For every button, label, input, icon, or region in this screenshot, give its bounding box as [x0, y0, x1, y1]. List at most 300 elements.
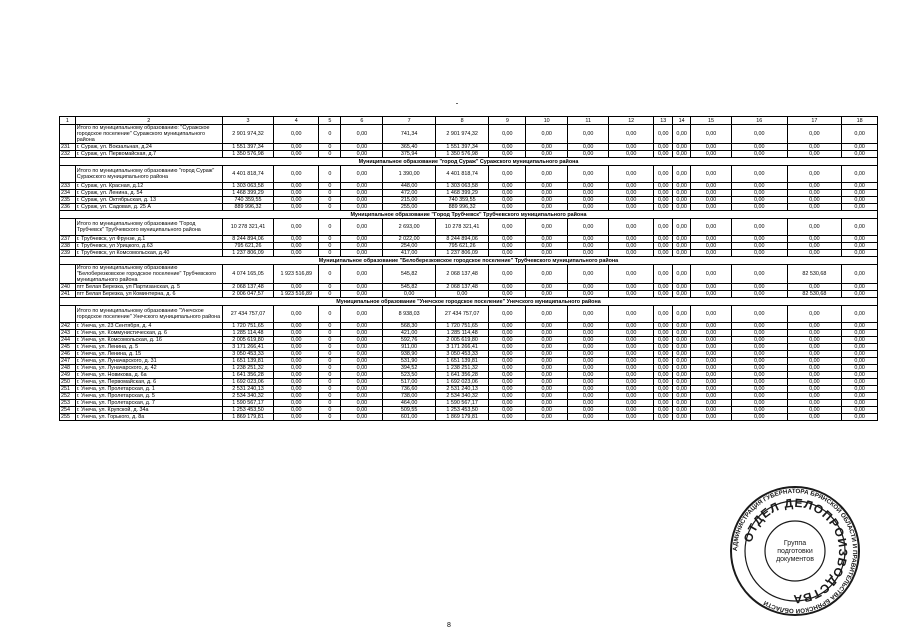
value-cell: 0,00	[673, 144, 691, 151]
value-cell: 2 005 619,80	[435, 337, 489, 344]
value-cell: 0,00	[489, 236, 526, 243]
value-cell: 0,00	[489, 372, 526, 379]
value-cell: 1 237 806,09	[435, 250, 489, 257]
value-cell: 0,00	[435, 291, 489, 298]
value-cell: 0,00	[609, 414, 654, 421]
table-row	[60, 204, 878, 211]
value-cell: 740 359,55	[222, 197, 273, 204]
value-cell: 0,00	[568, 337, 609, 344]
value-cell: 0,00	[787, 144, 842, 151]
value-cell: 0,00	[274, 236, 319, 243]
value-cell: 545,82	[383, 265, 436, 284]
value-cell: 2 531 240,13	[435, 386, 489, 393]
value-cell: 0,00	[787, 330, 842, 337]
value-cell: 0	[319, 250, 341, 257]
value-cell: 0,00	[731, 151, 787, 158]
value-cell: 0	[319, 306, 341, 323]
svg-text:АДМИНИСТРАЦИЯ ГУБЕРНАТОРА БРЯН: АДМИНИСТРАЦИЯ ГУБЕРНАТОРА БРЯНСКОЙ ОБЛАСТИ И ПРАВИТЕЛЬСТВА БРЯНСКОЙ ОБЛАСТИ	[731, 487, 859, 615]
value-cell: 0,00	[568, 330, 609, 337]
value-cell: 0,00	[526, 400, 568, 407]
value-cell: 0,00	[489, 393, 526, 400]
value-cell: 0,00	[609, 166, 654, 183]
value-cell: 2 006 047,57	[222, 291, 273, 298]
value-cell: 0,00	[691, 190, 732, 197]
value-cell: 0,00	[341, 236, 383, 243]
value-cell: 0,00	[691, 379, 732, 386]
value-cell: 0,00	[673, 265, 691, 284]
value-cell: 0,00	[691, 351, 732, 358]
value-cell: 0,00	[609, 365, 654, 372]
value-cell: 0,00	[842, 144, 878, 151]
value-cell: 0,00	[731, 306, 787, 323]
value-cell: 0,00	[673, 414, 691, 421]
value-cell: 0,00	[341, 306, 383, 323]
value-cell: 0,00	[489, 400, 526, 407]
value-cell: 0,00	[489, 197, 526, 204]
value-cell: 0,00	[609, 250, 654, 257]
value-cell: 0,00	[489, 344, 526, 351]
row-number-cell: 243	[60, 330, 76, 337]
value-cell: 0,00	[489, 125, 526, 144]
value-cell: 0	[319, 291, 341, 298]
value-cell: 0,00	[341, 250, 383, 257]
value-cell: 0,00	[526, 386, 568, 393]
value-cell: 0	[319, 190, 341, 197]
value-cell: 0,00	[691, 144, 732, 151]
row-number-cell: 231	[60, 144, 76, 151]
value-cell: 0,00	[673, 323, 691, 330]
section-title: Муниципальное образование "город Сураж" Суражского муниципального района	[60, 158, 878, 166]
value-cell: 0,00	[568, 393, 609, 400]
value-cell: 0,00	[673, 330, 691, 337]
value-cell: 0	[319, 323, 341, 330]
value-cell: 0,00	[274, 125, 319, 144]
value-cell: 0,00	[842, 250, 878, 257]
value-cell: 2 005 619,80	[222, 337, 273, 344]
value-cell: 0,00	[842, 337, 878, 344]
value-cell: 0,00	[673, 386, 691, 393]
value-cell: 0,00	[731, 219, 787, 236]
value-cell: 0,00	[274, 243, 319, 250]
value-cell: 0,00	[654, 236, 673, 243]
value-cell: 1 720 751,65	[222, 323, 273, 330]
value-cell: 0,00	[274, 386, 319, 393]
value-cell: 1 651 139,81	[435, 358, 489, 365]
column-number-header: 1	[60, 117, 76, 125]
value-cell: 27 434 757,07	[222, 306, 273, 323]
row-number-cell	[60, 265, 76, 284]
value-cell: 0,00	[609, 393, 654, 400]
value-cell: 0,00	[731, 291, 787, 298]
table-row	[60, 190, 878, 197]
table-row	[60, 407, 878, 414]
value-cell: 0,00	[526, 125, 568, 144]
value-cell: 0,00	[609, 236, 654, 243]
row-number-cell: 233	[60, 183, 76, 190]
value-cell: 1 303 063,58	[435, 183, 489, 190]
value-cell: 0,00	[526, 365, 568, 372]
value-cell: 0	[319, 358, 341, 365]
value-cell: 0	[319, 183, 341, 190]
column-number-header: 7	[383, 117, 436, 125]
address-cell: г. Унеча, ул. Коммунистическая, д. 6	[75, 330, 222, 337]
value-cell: 0,00	[526, 183, 568, 190]
value-cell: 0,00	[731, 236, 787, 243]
value-cell: 0,00	[842, 284, 878, 291]
value-cell: 0	[319, 166, 341, 183]
address-cell: г. Унеча, ул. Горького, д. 8а	[75, 414, 222, 421]
table-row	[60, 197, 878, 204]
value-cell: 0,00	[731, 243, 787, 250]
value-cell: 568,30	[383, 323, 436, 330]
value-cell: 0,00	[842, 306, 878, 323]
column-number-header: 11	[568, 117, 609, 125]
row-number-cell: 255	[60, 414, 76, 421]
value-cell: 0,00	[654, 166, 673, 183]
value-cell: 375,94	[383, 151, 436, 158]
value-cell: 0,00	[787, 337, 842, 344]
address-cell: г. Унеча, ул. Ленина, д. 5	[75, 344, 222, 351]
value-cell: 1 285 114,48	[435, 330, 489, 337]
table-row	[60, 330, 878, 337]
value-cell: 545,82	[383, 284, 436, 291]
value-cell: 0,00	[341, 365, 383, 372]
value-cell: 0,00	[568, 407, 609, 414]
value-cell: 0,00	[526, 265, 568, 284]
value-cell: 0,00	[341, 400, 383, 407]
value-cell: 0,00	[568, 250, 609, 257]
column-number-header: 4	[274, 117, 319, 125]
value-cell: 0,00	[731, 330, 787, 337]
value-cell: 0,00	[787, 400, 842, 407]
value-cell: 417,00	[383, 250, 436, 257]
value-cell: 1 692 023,06	[222, 379, 273, 386]
value-cell: 0,00	[654, 306, 673, 323]
value-cell: 2 068 137,48	[435, 284, 489, 291]
value-cell: 0,00	[731, 197, 787, 204]
value-cell: 1 923 516,89	[274, 265, 319, 284]
page-mark	[456, 103, 458, 104]
value-cell: 0,00	[609, 337, 654, 344]
value-cell: 0,00	[731, 344, 787, 351]
value-cell: 1 237 806,09	[222, 250, 273, 257]
value-cell: 0,00	[489, 144, 526, 151]
table-row	[60, 379, 878, 386]
value-cell: 0,00	[731, 407, 787, 414]
value-cell: 0	[319, 393, 341, 400]
value-cell: 0,00	[787, 306, 842, 323]
value-cell: 0,00	[673, 166, 691, 183]
value-cell: 0,00	[526, 144, 568, 151]
value-cell: 0,00	[609, 351, 654, 358]
table-row	[60, 144, 878, 151]
address-cell: г. Трубчевск, ул Фрунзе, д.1	[75, 236, 222, 243]
value-cell: 0,00	[731, 365, 787, 372]
row-number-cell	[60, 166, 76, 183]
address-cell: г. Унеча, ул. Новикова, д. 6а	[75, 372, 222, 379]
value-cell: 0	[319, 265, 341, 284]
row-number-cell: 240	[60, 284, 76, 291]
value-cell: 0,00	[673, 393, 691, 400]
value-cell: 0,00	[787, 407, 842, 414]
value-cell: 0,00	[568, 219, 609, 236]
value-cell: 0,00	[691, 236, 732, 243]
value-cell: 0,00	[673, 379, 691, 386]
value-cell: 0,00	[341, 291, 383, 298]
value-cell: 0,00	[654, 323, 673, 330]
value-cell: 0,00	[274, 204, 319, 211]
row-number-cell: 242	[60, 323, 76, 330]
value-cell: 0,00	[609, 190, 654, 197]
value-cell: 0,00	[568, 166, 609, 183]
value-cell: 0,00	[609, 306, 654, 323]
value-cell: 0,00	[274, 400, 319, 407]
table-row	[60, 337, 878, 344]
value-cell: 0,00	[274, 183, 319, 190]
value-cell: 0,00	[842, 393, 878, 400]
value-cell: 4 074 165,05	[222, 265, 273, 284]
address-cell: г. Сураж, ул. Октябрьская, д. 13	[75, 197, 222, 204]
value-cell: 0,00	[673, 151, 691, 158]
value-cell: 0,00	[731, 351, 787, 358]
address-cell: г. Трубчевск, ул Комсомольская, д.40	[75, 250, 222, 257]
row-number-cell: 241	[60, 291, 76, 298]
value-cell: 0,00	[489, 379, 526, 386]
value-cell: 2 068 137,48	[222, 284, 273, 291]
column-number-header: 16	[731, 117, 787, 125]
value-cell: 0,00	[341, 358, 383, 365]
value-cell: 509,55	[383, 407, 436, 414]
table-row	[60, 183, 878, 190]
address-cell: г. Унеча, ул. Первомайская, д. 6	[75, 379, 222, 386]
value-cell: 0	[319, 365, 341, 372]
value-cell: 0,00	[341, 219, 383, 236]
section-header-row	[60, 257, 878, 265]
value-cell: 0,00	[691, 204, 732, 211]
value-cell: 0,00	[842, 372, 878, 379]
table-row	[60, 358, 878, 365]
value-cell: 0,00	[489, 351, 526, 358]
value-cell: 2 531 240,13	[222, 386, 273, 393]
table-row	[60, 414, 878, 421]
value-cell: 0	[319, 243, 341, 250]
value-cell: 0,00	[731, 337, 787, 344]
value-cell: 0,00	[568, 183, 609, 190]
value-cell: 0,00	[609, 219, 654, 236]
address-cell: г. Унеча, ул. Крупской, д. 34а	[75, 407, 222, 414]
value-cell: 0,00	[274, 284, 319, 291]
value-cell: 738,00	[383, 393, 436, 400]
value-cell: 0,00	[731, 125, 787, 144]
value-cell: 0,00	[787, 197, 842, 204]
value-cell: 0,00	[691, 407, 732, 414]
value-cell: 0,00	[568, 236, 609, 243]
value-cell: 1 390,00	[383, 166, 436, 183]
value-cell: 0,00	[787, 344, 842, 351]
value-cell: 1 253 453,50	[435, 407, 489, 414]
column-number-header: 8	[435, 117, 489, 125]
table-row	[60, 386, 878, 393]
value-cell: 0,00	[489, 365, 526, 372]
value-cell: 0,00	[731, 265, 787, 284]
value-cell: 0,00	[654, 344, 673, 351]
address-cell: г. Унеча, ул. Луначарского, д. 42	[75, 365, 222, 372]
address-cell: г. Сураж, ул. Ленина, д. 54	[75, 190, 222, 197]
value-cell: 1 350 576,98	[222, 151, 273, 158]
value-cell: 0,00	[787, 166, 842, 183]
value-cell: 0,00	[731, 144, 787, 151]
value-cell: 592,76	[383, 337, 436, 344]
value-cell: 0,00	[568, 400, 609, 407]
value-cell: 0,00	[842, 379, 878, 386]
column-number-header: 5	[319, 117, 341, 125]
value-cell: 0,00	[654, 337, 673, 344]
value-cell: 0,00	[691, 337, 732, 344]
value-cell: 0,00	[489, 284, 526, 291]
value-cell: 0,00	[526, 372, 568, 379]
value-cell: 0,00	[673, 219, 691, 236]
value-cell: 1 651 139,81	[222, 358, 273, 365]
value-cell: 1 641 356,28	[222, 372, 273, 379]
row-number-cell	[60, 306, 76, 323]
value-cell: 0,00	[609, 400, 654, 407]
value-cell: 0,00	[731, 204, 787, 211]
row-number-cell: 253	[60, 400, 76, 407]
value-cell: 0,00	[842, 166, 878, 183]
value-cell: 448,00	[383, 183, 436, 190]
table-row	[60, 372, 878, 379]
value-cell: 472,00	[383, 190, 436, 197]
value-cell: 0,00	[274, 323, 319, 330]
value-cell: 0,00	[842, 414, 878, 421]
value-cell: 1 303 063,58	[222, 183, 273, 190]
address-cell: г. Сураж, ул. Садовая, д. 25 А	[75, 204, 222, 211]
value-cell: 0,00	[489, 337, 526, 344]
value-cell: 0,00	[654, 204, 673, 211]
value-cell: 1 468 399,29	[435, 190, 489, 197]
value-cell: 0,00	[341, 414, 383, 421]
value-cell: 0,00	[731, 393, 787, 400]
value-cell: 0,00	[274, 379, 319, 386]
value-cell: 0,00	[568, 323, 609, 330]
table-header-row	[60, 117, 878, 125]
value-cell: 0,00	[654, 365, 673, 372]
value-cell: 795 621,26	[222, 243, 273, 250]
value-cell: 0,00	[731, 323, 787, 330]
address-cell: пгт Белая Березка, ул Партизанская, д. 5	[75, 284, 222, 291]
value-cell: 1 551 397,34	[435, 144, 489, 151]
value-cell: 0	[319, 344, 341, 351]
value-cell: 0,00	[568, 144, 609, 151]
value-cell: 0,00	[691, 386, 732, 393]
value-cell: 27 434 757,07	[435, 306, 489, 323]
value-cell: 0,00	[691, 151, 732, 158]
value-cell: 0,00	[787, 151, 842, 158]
value-cell: 0,00	[526, 284, 568, 291]
value-cell: 0,00	[274, 351, 319, 358]
value-cell: 3 050 453,33	[222, 351, 273, 358]
row-number-cell: 232	[60, 151, 76, 158]
value-cell: 0,00	[787, 386, 842, 393]
value-cell: 0,00	[691, 197, 732, 204]
value-cell: 0,00	[731, 414, 787, 421]
column-number-header: 17	[787, 117, 842, 125]
column-number-header: 14	[673, 117, 691, 125]
value-cell: 0,00	[731, 400, 787, 407]
column-number-header: 9	[489, 117, 526, 125]
value-cell: 2 534 340,32	[435, 393, 489, 400]
column-number-header: 15	[691, 117, 732, 125]
value-cell: 0,00	[489, 190, 526, 197]
value-cell: 0,00	[568, 197, 609, 204]
value-cell: 0,00	[568, 358, 609, 365]
row-number-cell: 247	[60, 358, 76, 365]
value-cell: 1 923 516,89	[274, 291, 319, 298]
value-cell: 0,00	[691, 393, 732, 400]
value-cell: 0,00	[609, 197, 654, 204]
value-cell: 0,00	[489, 323, 526, 330]
value-cell: 0,00	[568, 372, 609, 379]
value-cell: 1 551 397,34	[222, 144, 273, 151]
value-cell: 0,00	[609, 125, 654, 144]
value-cell: 0,00	[489, 358, 526, 365]
value-cell: 0,00	[673, 365, 691, 372]
value-cell: 0,00	[731, 190, 787, 197]
value-cell: 0,00	[691, 243, 732, 250]
address-cell: г. Сураж, ул. Вокзальная, д.24	[75, 144, 222, 151]
value-cell: 0,00	[654, 190, 673, 197]
value-cell: 255,00	[383, 204, 436, 211]
value-cell: 0,00	[274, 365, 319, 372]
address-cell: г. Унеча, ул. Луначарского, д. 31	[75, 358, 222, 365]
value-cell: 0,00	[842, 407, 878, 414]
value-cell: 0,00	[787, 351, 842, 358]
subtotal-label: Итого по муниципальному образованию "Унечское городское поселение" Унечского муниципального района	[75, 306, 222, 323]
value-cell: 740 359,55	[435, 197, 489, 204]
value-cell: 0,00	[842, 344, 878, 351]
subtotal-row	[60, 125, 878, 144]
value-cell: 0,00	[526, 306, 568, 323]
value-cell: 82 530,68	[787, 291, 842, 298]
value-cell: 1 238 251,32	[435, 365, 489, 372]
value-cell: 0,00	[691, 250, 732, 257]
value-cell: 4 401 818,74	[222, 166, 273, 183]
address-cell: г. Унеча, ул. Комсомольская, д. 16	[75, 337, 222, 344]
value-cell: 0,00	[654, 265, 673, 284]
value-cell: 1 285 114,48	[222, 330, 273, 337]
column-number-header: 2	[75, 117, 222, 125]
row-number-cell: 244	[60, 337, 76, 344]
value-cell: 0,00	[341, 330, 383, 337]
value-cell: 0,00	[691, 125, 732, 144]
column-number-header: 13	[654, 117, 673, 125]
value-cell: 0,00	[341, 323, 383, 330]
table-row	[60, 323, 878, 330]
value-cell: 0	[319, 219, 341, 236]
value-cell: 938,90	[383, 351, 436, 358]
value-cell: 0,00	[673, 183, 691, 190]
value-cell: 0,00	[654, 330, 673, 337]
budget-table	[59, 116, 878, 421]
value-cell: 0,00	[691, 265, 732, 284]
value-cell: 365,40	[383, 144, 436, 151]
value-cell: 0,00	[654, 144, 673, 151]
address-cell: г. Унеча, ул. Пролетарская, д. 1	[75, 386, 222, 393]
row-number-cell	[60, 125, 76, 144]
value-cell: 1 869 179,81	[435, 414, 489, 421]
value-cell: 0,00	[568, 265, 609, 284]
value-cell: 0,00	[609, 243, 654, 250]
